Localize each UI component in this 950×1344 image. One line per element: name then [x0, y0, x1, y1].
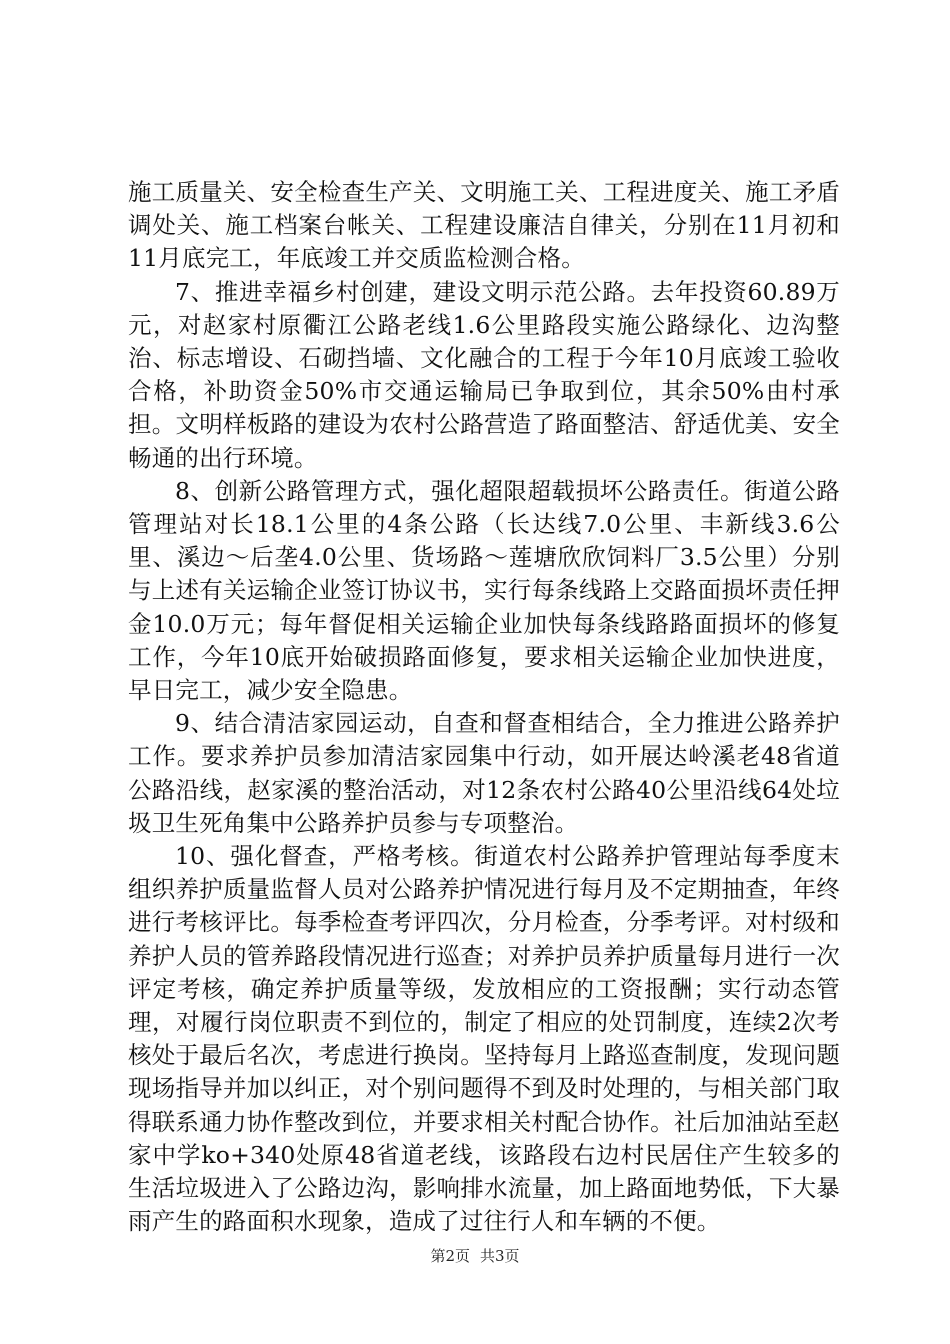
- page-footer: [0, 1246, 950, 1266]
- paragraph-item-8: 8、创新公路管理方式，强化超限超载损坏公路责任。街道公路管理站对长18.1公里的4条公路（长达线7.0公里、丰新线3.6公里、溪边～后垄4.0公里、货场路～莲塘欣欣饲料厂3.5公里）分别与上述有关运输企业签订协议书，实行每条线路上交路面损坏责任押金10.0万元；每年督促相关运输企业加快每条线路路面损坏的修复工作，今年10底开始破损路面修复，要求相关运输企业加快进度，早日完工，减少安全隐患。: [128, 476, 840, 705]
- page-number: 第2页: [430, 1247, 470, 1265]
- paragraph-continuation: 施工质量关、安全检查生产关、文明施工关、工程进度关、施工矛盾调处关、施工档案台帐关、工程建设廉洁自律关，分别在11月初和11月底完工，年底竣工并交质监检测合格。: [128, 178, 840, 273]
- paragraph-item-10: 10、强化督查，严格考核。街道农村公路养护管理站每季度末组织养护质量监督人员对公路养护情况进行每月及不定期抽查，年终进行考核评比。每季检查考评四次，分月检查，分季考评。对村级和养护人员的管养路段情况进行巡查；对养护员养护质量每月进行一次评定考核，确定养护质量等级，发放相应的工资报酬；实行动态管理，对履行岗位职责不到位的，制定了相应的处罚制度，连续2次考核处于最后名次，考虑进行换岗。坚持每月上路巡查制度，发现问题现场指导并加以纠正，对个别问题得不到及时处理的，与相关部门取得联系通力协作整改到位，并要求相关村配合协作。社后加油站至赵家中学ko+340处原48省道老线，该路段右边村民居住产生较多的生活垃圾进入了公路边沟，影响排水流量，加上路面地势低，下大暴雨产生的路面积水现象，造成了过往行人和车辆的不便。: [128, 842, 840, 1236]
- page-total: 共3页: [480, 1247, 520, 1265]
- paragraph-item-7: 7、推进幸福乡村创建，建设文明示范公路。去年投资60.89万元，对赵家村原衢江公路老线1.6公里路段实施公路绿化、边沟整治、标志增设、石砌挡墙、文化融合的工程于今年10月底竣工验收合格，补助资金50%市交通运输局已争取到位，其余50%由村承担。文明样板路的建设为农村公路营造了路面整洁、舒适优美、安全畅通的出行环境。: [128, 277, 840, 472]
- document-body: [128, 176, 840, 1239]
- paragraph-item-9: 9、结合清洁家园运动，自查和督查相结合，全力推进公路养护工作。要求养护员参加清洁家园集中行动，如开展达岭溪老48省道公路沿线，赵家溪的整治活动，对12条农村公路40公里沿线64处垃圾卫生死角集中公路养护员参与专项整治。: [128, 709, 840, 837]
